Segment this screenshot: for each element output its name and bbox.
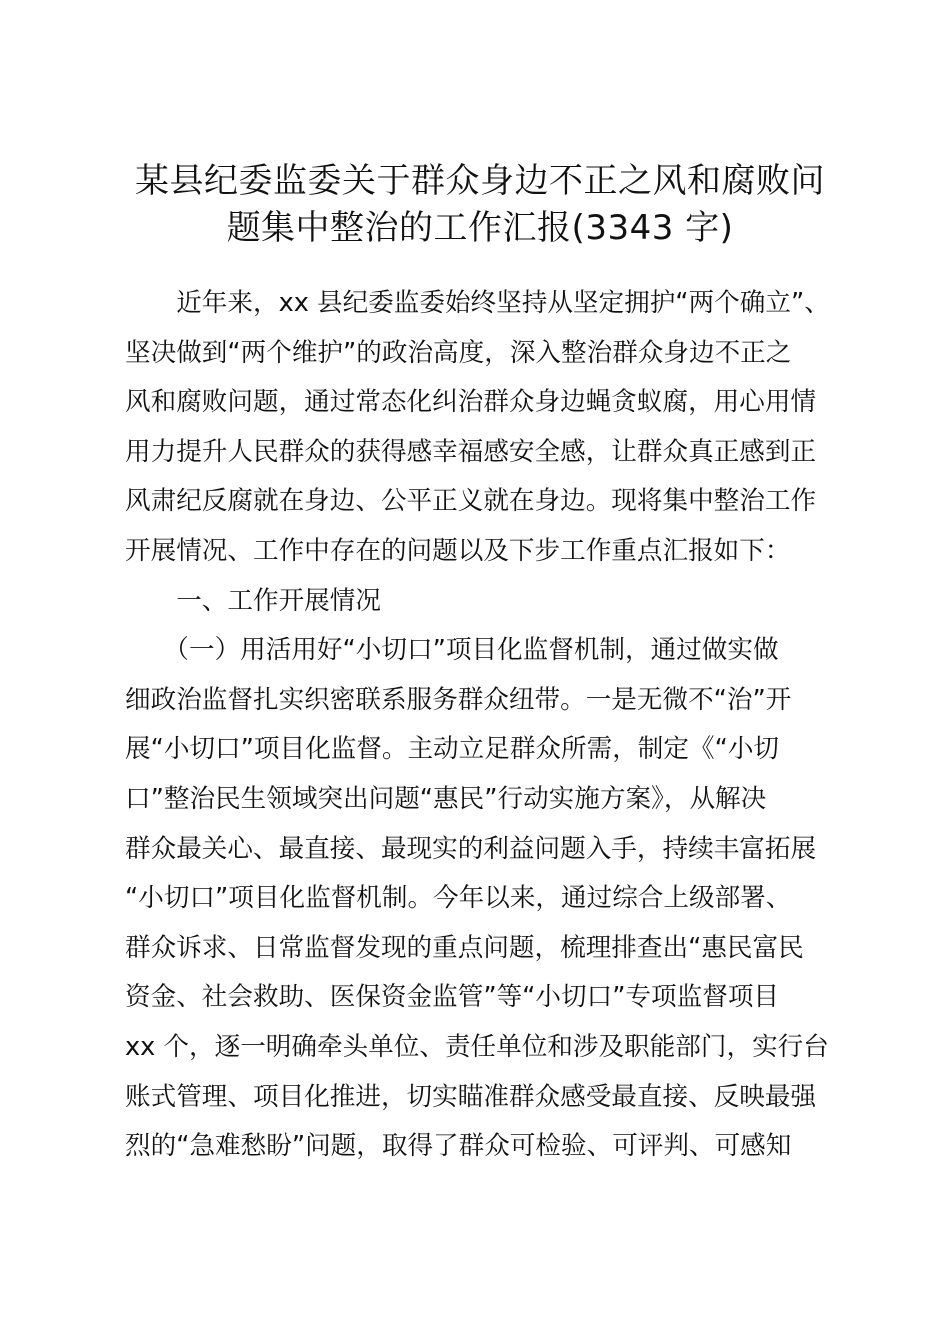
body-line: 群众诉求、日常监督发现的重点问题，梳理排查出“惠民富民 <box>125 932 804 963</box>
document-title-line: 题集中整治的工作汇报(3343 字) <box>226 208 734 248</box>
body-line: 账式管理、项目化推进，切实瞄准群众感受最直接、反映最强 <box>125 1081 817 1112</box>
body-line: 用力提升人民群众的获得感幸福感安全感，让群众真正感到正 <box>125 436 817 467</box>
body-line: 风肃纪反腐就在身边、公平正义就在身边。现将集中整治工作 <box>125 486 817 517</box>
body-line: xx 个，逐一明确牵头单位、责任单位和涉及职能部门，实行台 <box>125 1031 829 1062</box>
body-line: 近年来，xx 县纪委监委始终坚持从坚定拥护“两个确立”、 <box>125 288 830 318</box>
body-line: 风和腐败问题，通过常态化纠治群众身边蝇贪蚁腐，用心用情 <box>125 387 817 418</box>
body-line: 口”整治民生领域突出问题“惠民”行动实施方案》，从解决 <box>125 783 767 814</box>
document-body <box>125 279 845 1172</box>
section-heading: 一、工作开展情况 <box>125 585 381 616</box>
body-line: 展“小切口”项目化监督。主动立足群众所需，制定《“小切 <box>125 734 780 765</box>
body-line: “小切口”项目化监督机制。今年以来，通过综合上级部署、 <box>125 883 792 914</box>
body-line: 资金、社会救助、医保资金监管”等“小切口”专项监督项目 <box>125 982 780 1013</box>
body-line: （一）用活用好“小切口”项目化监督机制，通过做实做 <box>125 635 779 666</box>
document-title <box>110 158 850 252</box>
body-line: 烈的“急难愁盼”问题，取得了群众可检验、可评判、可感知 <box>125 1131 792 1162</box>
body-line: 群众最关心、最直接、最现实的利益问题入手，持续丰富拓展 <box>125 833 817 864</box>
body-line: 坚决做到“两个维护”的政治高度，深入整治群众身边不正之 <box>125 337 792 368</box>
document-title-line: 某县纪委监委关于群众身边不正之风和腐败问 <box>135 161 825 201</box>
body-line: 开展情况、工作中存在的问题以及下步工作重点汇报如下： <box>125 535 791 566</box>
body-line: 细政治监督扎实织密联系服务群众纽带。一是无微不“治”开 <box>125 684 792 715</box>
